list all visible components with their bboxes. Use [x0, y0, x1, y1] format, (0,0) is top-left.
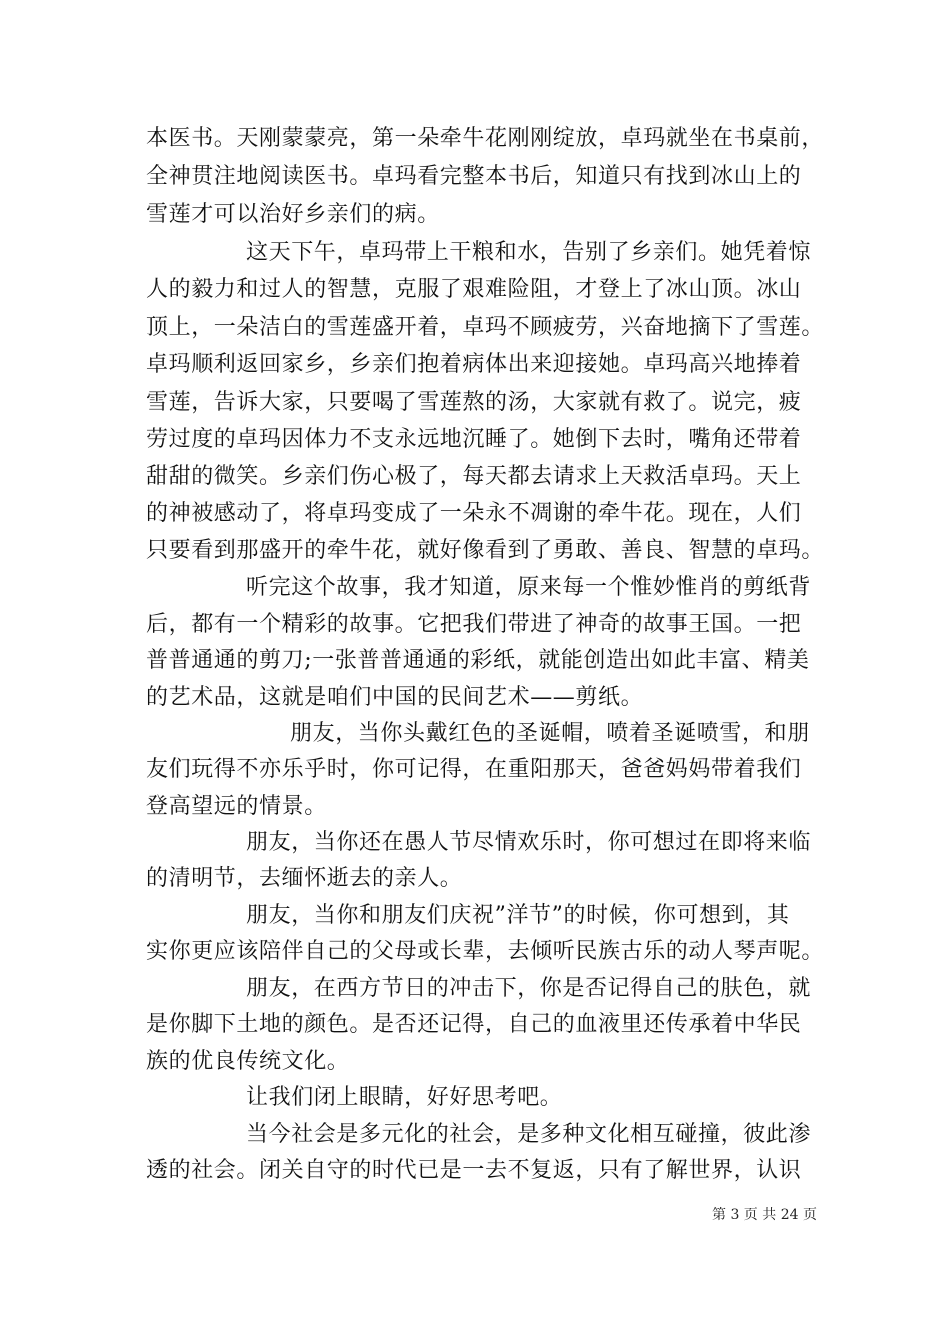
text-line: 让我们闭上眼睛，好好思考吧。 [246, 1085, 563, 1110]
text-line: 友们玩得不亦乐乎时，你可记得，在重阳那天，爸爸妈妈带着我们 [146, 757, 802, 782]
text-line: 本医书。天刚蒙蒙亮，第一朵牵牛花刚刚绽放，卓玛就坐在书桌前， [146, 126, 825, 151]
text-line: 的清明节，去缅怀逝去的亲人。 [146, 866, 463, 891]
text-line: 的神被感动了，将卓玛变成了一朵永不凋谢的牵牛花。现在，人们 [146, 501, 802, 526]
text-line: 只要看到那盛开的牵牛花，就好像看到了勇敢、善良、智慧的卓玛。 [146, 538, 825, 563]
text-line: 是你脚下土地的颜色。是否还记得，自己的血液里还传承着中华民 [146, 1012, 802, 1037]
text-line: 听完这个故事，我才知道，原来每一个惟妙惟肖的剪纸背 [246, 575, 812, 600]
text-line: 朋友，当你头戴红色的圣诞帽，喷着圣诞喷雪，和朋 [290, 721, 810, 746]
text-line: 的艺术品，这就是咱们中国的民间艺术——剪纸。 [146, 685, 644, 710]
text-line: 朋友，当你还在愚人节尽情欢乐时，你可想过在即将来临 [246, 830, 812, 855]
text-line: 全神贯注地阅读医书。卓玛看完整本书后，知道只有找到冰山上的 [146, 164, 802, 189]
text-line: 实你更应该陪伴自己的父母或长辈，去倾听民族古乐的动人琴声呢。 [146, 939, 825, 964]
text-line: 人的毅力和过人的智慧，克服了艰难险阻，才登上了冰山顶。冰山 [146, 277, 802, 302]
text-line: 卓玛顺利返回家乡，乡亲们抱着病体出来迎接她。卓玛高兴地捧着 [146, 352, 802, 377]
text-line: 透的社会。闭关自守的时代已是一去不复返，只有了解世界，认识 [146, 1158, 802, 1183]
text-line: 后，都有一个精彩的故事。它把我们带进了神奇的故事王国。一把 [146, 612, 802, 637]
text-line: 顶上，一朵洁白的雪莲盛开着，卓玛不顾疲劳，兴奋地摘下了雪莲。 [146, 315, 825, 340]
text-line: 甜甜的微笑。乡亲们伤心极了，每天都去请求上天救活卓玛。天上 [146, 464, 802, 489]
text-line: 登高望远的情景。 [146, 794, 327, 819]
text-line: 这天下午，卓玛带上干粮和水，告别了乡亲们。她凭着惊 [246, 240, 812, 265]
page-number: 第 3 页 共 24 页 [712, 1207, 817, 1223]
text-line: 劳过度的卓玛因体力不支永远地沉睡了。她倒下去时，嘴角还带着 [146, 427, 802, 452]
text-line: 族的优良传统文化。 [146, 1049, 350, 1074]
text-line: 普普通通的剪刀;一张普普通通的彩纸，就能创造出如此丰富、精美 [146, 648, 810, 673]
text-line: 朋友，当你和朋友们庆祝”洋节”的时候，你可想到，其 [246, 903, 790, 928]
text-line: 当今社会是多元化的社会，是多种文化相互碰撞，彼此渗 [246, 1122, 812, 1147]
text-line: 雪莲才可以治好乡亲们的病。 [146, 202, 440, 227]
text-line: 雪莲，告诉大家，只要喝了雪莲熬的汤，大家就有救了。说完，疲 [146, 390, 802, 415]
text-line: 朋友，在西方节日的冲击下，你是否记得自己的肤色，就 [246, 976, 812, 1001]
